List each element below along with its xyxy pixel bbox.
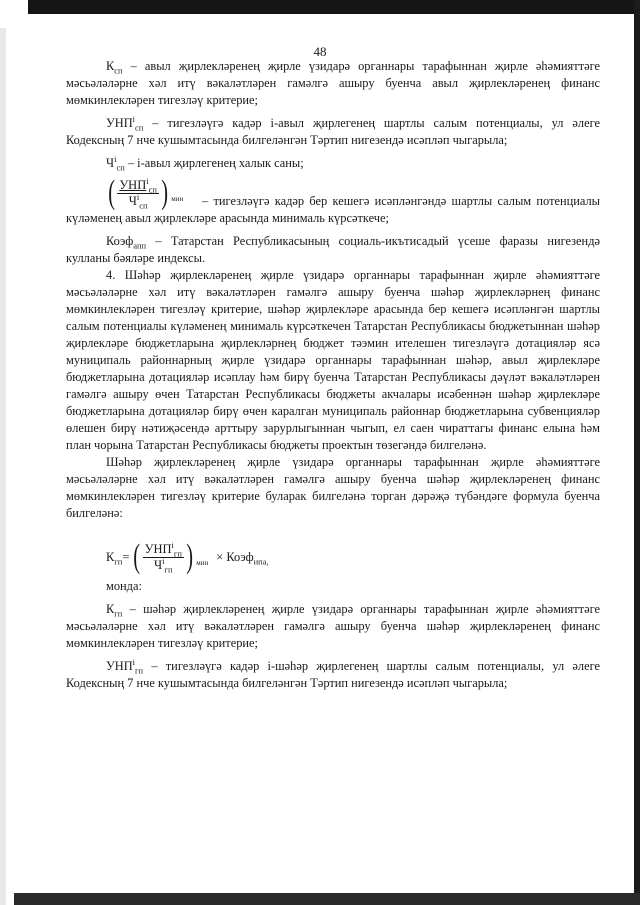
numerator-sup: i <box>146 175 149 186</box>
definition-unp-sp <box>66 115 600 149</box>
symbol-sup: i <box>114 153 117 164</box>
numerator-text: УНП <box>119 177 147 192</box>
section-4-paragraph: 4. Шәһәр җирлекләренең җирле үзидарә органнары тарафыннан җирле әһәмияттәге мәсьәләләрне хәл итү вәкаләтләрен гамәлгә ашыру буенча шәһәр җирлекләрнең финанс мөмкинлекләрен тигезләү критерие, шәһәр җирлекләре арасында бер кешегә исәпләнгән шартлы салым потенциалы күләменең минималь күрсәткечен Татарстан Республикасы бюджетыннан шәһәр җирлекләре бюджетларына җирлекләрнең бюджет тәэмин ителешен тигезләүгә дотацияләр ясә муниципаль районнарның җирле үзидарә органнары тарафыннан шәһәр, авыл җирлекләре бюджетларына дотацияләр исәплау һәм бирү буенча Татарстан Республикасы дәүләт вәкаләтләрен гамәлгә ашыру өчен Татарстан Республикасы бюджеты акчалары исәбеннән шәһәр җирлекләре бюджетларына дотацияләр бирү өчен каралган муниципаль районнар бюджетларына субвенцияләр өлешен бирү нәтиҗәсендә арттыру зарурлыгыннан чыгып, ел саен чираттагы финанс елына һәм план чорына Татарстан Республикасы бюджеты проектын төзегәндә билгеләнә. <box>66 268 600 452</box>
min-subscript: мин <box>171 195 184 203</box>
numerator-text: УНП <box>144 541 172 556</box>
fraction-denominator <box>127 191 150 210</box>
symbol-koef-app <box>106 234 147 251</box>
symbol-unp-sp <box>106 113 144 133</box>
symbol-ksp <box>106 59 123 76</box>
times-sign: × <box>216 549 224 564</box>
denominator-text: Ч <box>154 557 163 572</box>
scan-border-bottom <box>14 893 640 905</box>
numerator-sup: i <box>171 539 174 550</box>
definition-kgp <box>66 601 600 652</box>
definition-text: – шәһәр җирлекләренең җирле үзидарә органнары тарафыннан җирле әһәмияттәге мәсьәләләрне хәл итү вәкаләтләрен гамәлгә ашыру буенча шәһәр җирлекләренең финанс мөмкинлекләрен тигезләү критерие; <box>66 602 600 650</box>
scan-border-right <box>634 0 640 905</box>
formula-coefficient <box>216 549 268 566</box>
formula-intro-paragraph: Шәһәр җирлекләренең җирле үзидарә органнары тарафыннан җирле әһәмияттәге мәсьәләләрне хәл итү вәкаләтләрен гамәлгә ашыру буенча шәһәр җирлекләренең финанс мөмкинлекләрен тигезләү критерие буларак билгеләнә торган дәрәҗә түбәндәге формула буенча билгеләнә: <box>66 455 600 520</box>
definition-text: – авыл җирлекләренең җирле үзидарә органнары тарафыннан җирле әһәмияттәге мәсьәләләрне хәл итү вәкаләтләрен гамәлгә ашыру буенча авыл җирлекләренең финанс мөмкинлекләрен тигезләү критерие; <box>66 59 600 107</box>
definition-min-ratio-text: – тигезләүгә кадәр бер кешегә исәпләнгәндә шартлы салым потенциалы күләменең авыл җирлекләре арасында минималь күрсәткече; <box>66 194 600 225</box>
monda-label: монда: <box>106 579 142 593</box>
fraction-denominator <box>152 555 175 574</box>
definition-text: – Татарстан Республикасының социаль-икътисадый үсеше фаразы нигезендә кулланы бәяләре индексы. <box>66 234 600 265</box>
min-subscript: мин <box>196 559 209 567</box>
lhs-text: К <box>106 549 115 564</box>
symbol-sup: i <box>132 113 136 124</box>
symbol-text: Ч <box>106 156 115 170</box>
denominator-sup: i <box>162 555 165 566</box>
symbol-sub: сп <box>135 122 144 133</box>
formula-lhs <box>106 549 129 566</box>
symbol-kgp <box>106 602 123 619</box>
definition-unp-gp <box>66 658 600 692</box>
denominator-sup: i <box>136 191 140 202</box>
definition-min-ratio-sp <box>66 176 600 227</box>
definition-text: – i-авыл җирлегенең халык саны; <box>124 156 304 170</box>
fraction <box>117 175 159 210</box>
page-number: 48 <box>313 44 327 59</box>
main-formula-kgp <box>106 540 600 574</box>
right-paren: ) <box>161 174 168 211</box>
definition-ksp <box>66 58 600 109</box>
equals-sign: = <box>122 549 130 564</box>
lhs-sub: гп <box>114 555 123 566</box>
right-paren: ) <box>186 538 194 575</box>
fraction <box>143 539 184 574</box>
symbol-text: К <box>106 59 115 73</box>
numerator-sub: гп <box>173 548 182 558</box>
left-paren: ( <box>133 538 141 575</box>
denominator-sub: сп <box>139 200 148 210</box>
numerator-sub: сп <box>148 184 157 194</box>
coef-text: Коэф <box>226 549 254 564</box>
scan-border-top <box>28 0 640 14</box>
definition-koef-app <box>66 233 600 267</box>
symbol-text: К <box>106 602 115 616</box>
fraction-group <box>131 540 208 574</box>
symbol-sub: сп <box>114 65 123 76</box>
symbol-text: Коэф <box>106 234 134 248</box>
symbol-sub: гп <box>135 665 144 676</box>
symbol-sub: сп <box>116 162 125 173</box>
symbol-sup: i <box>132 656 136 667</box>
fraction-group <box>106 176 183 210</box>
left-paren: ( <box>108 174 116 211</box>
definition-ch-sp <box>66 155 600 172</box>
symbol-ch-sp <box>106 153 125 173</box>
symbol-text: УНП <box>106 116 133 130</box>
scan-border-left <box>0 28 6 905</box>
denominator-sub: гп <box>164 564 173 574</box>
definition-text: – тигезләүгә кадәр i-авыл җирлегенең шартлы салым потенциалы, ул әлеге Кодексның 7 нче кушымтасында билгеләнгән Тәртип нигезендә исәпләп чыгарыла; <box>66 116 600 147</box>
coef-sub: ипа, <box>253 555 269 566</box>
symbol-text: УНП <box>106 659 133 673</box>
definition-text: – тигезләүгә кадәр i-шәһәр җирлегенең шартлы салым потенциалы, ул әлеге Кодексның 7 нче кушымтасында билгеләнгән Тәртип нигезендә исәпләп чыгарыла; <box>66 659 600 690</box>
symbol-sub: апп <box>133 240 147 251</box>
document-body <box>66 58 600 692</box>
denominator-text: Ч <box>128 193 137 208</box>
symbol-sub: гп <box>114 608 123 619</box>
symbol-unp-gp <box>106 656 144 676</box>
